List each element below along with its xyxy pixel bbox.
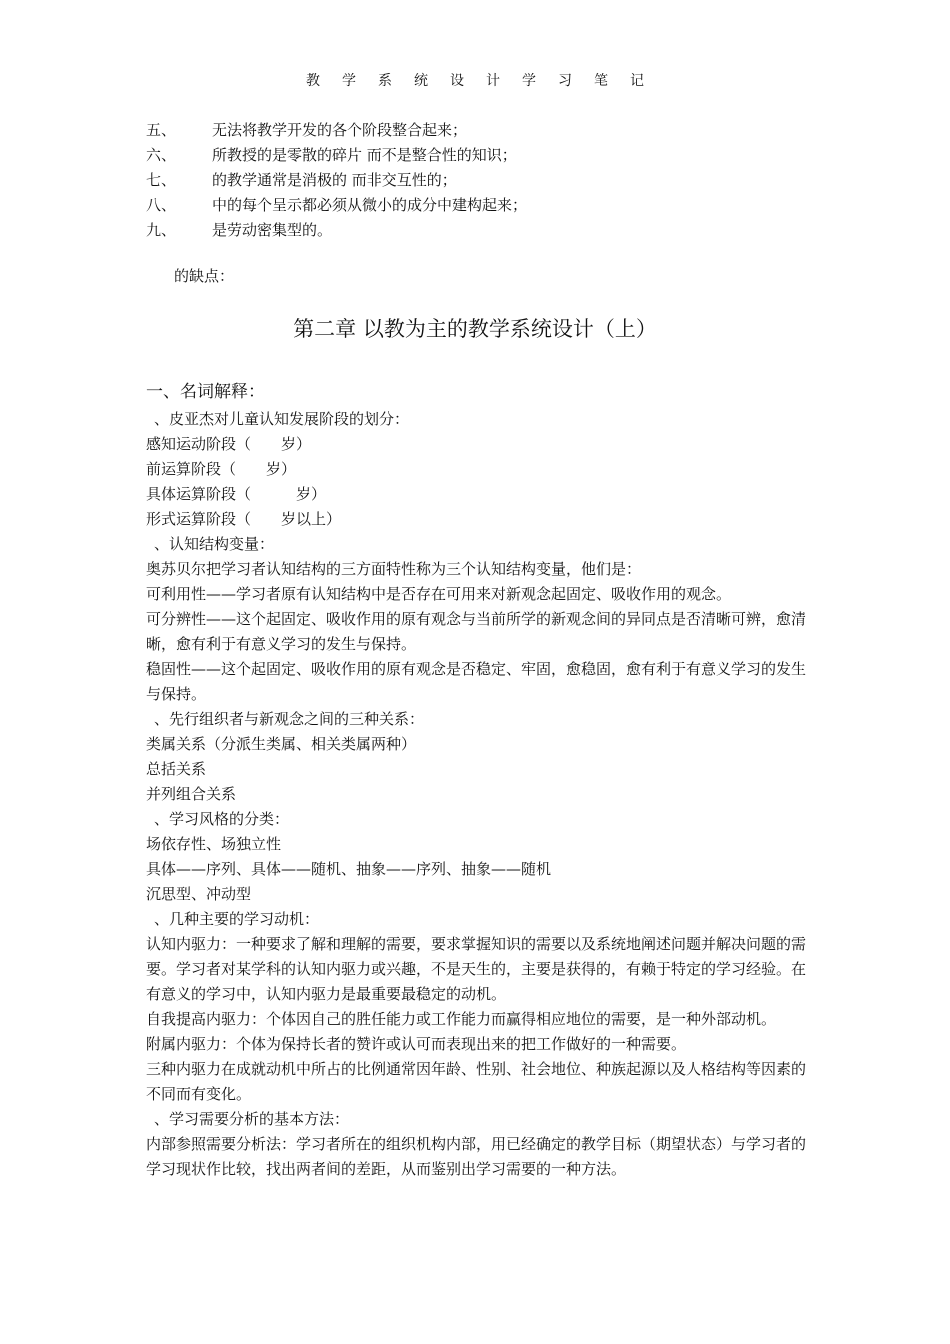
list-item [146, 118, 826, 143]
paragraph: 附属内驱力：个体为保持长者的赞许或认可而表现出来的把工作做好的一种需要。 [146, 1035, 687, 1053]
paragraph: 总括关系 [146, 760, 207, 778]
subheading: 、几种主要的学习动机： [154, 910, 320, 928]
item-number: 八、 [146, 196, 177, 214]
item-number: 九、 [146, 221, 177, 239]
subheading: 、学习风格的分类： [154, 810, 290, 828]
item-number: 五、 [146, 121, 177, 139]
subheading: 、皮亚杰对儿童认知发展阶段的划分： [154, 410, 410, 428]
paragraph: 场依存性、场独立性 [146, 835, 282, 853]
paragraph: 自我提高内驱力：个体因自己的胜任能力或工作能力而赢得相应地位的需要，是一种外部动机。 [146, 1010, 777, 1028]
subheading: 、学习需要分析的基本方法： [154, 1110, 350, 1128]
paragraph: 认知内驱力：一种要求了解和理解的需要，要求掌握知识的需要以及系统地阐述问题并解决问题的需要。学习者对某学科的认知内驱力或兴趣，不是天生的，主要是获得的，有赖于特定的学习经验。在有意义的学习中，认知内驱力是最重要最稳定的动机。 [146, 935, 807, 1003]
item-text: 的教学通常是消极的 而非交互性的； [212, 171, 457, 189]
paragraph: 沉思型、冲动型 [146, 885, 252, 903]
item-number: 六、 [146, 146, 177, 164]
paragraph: 形式运算阶段（ 岁以上） [146, 510, 342, 528]
list-item [146, 193, 826, 218]
page-header: 教学系统设计学习笔记 [306, 73, 666, 89]
defects-label: 的缺点： [174, 267, 235, 285]
list-item [146, 143, 826, 168]
paragraph: 类属关系（分派生类属、相关类属两种） [146, 735, 417, 753]
numbered-list [146, 118, 826, 243]
list-item [146, 218, 826, 243]
paragraph: 感知运动阶段（ 岁） [146, 435, 312, 453]
body-text [146, 380, 816, 1182]
paragraph: 可分辨性——这个起固定、吸收作用的原有观念与当前所学的新观念间的异同点是否清晰可辨，愈清晰，愈有利于有意义学习的发生与保持。 [146, 610, 807, 653]
item-number: 七、 [146, 171, 177, 189]
subheading: 、认知结构变量： [154, 535, 275, 553]
paragraph: 并列组合关系 [146, 785, 237, 803]
chapter-title: 第二章 以教为主的教学系统设计（上） [293, 317, 657, 341]
paragraph: 稳固性——这个起固定、吸收作用的原有观念是否稳定、牢固，愈稳固，愈有利于有意义学习的发生与保持。 [146, 660, 807, 703]
paragraph: 三种内驱力在成就动机中所占的比例通常因年龄、性别、社会地位、种族起源以及人格结构等因素的不同而有变化。 [146, 1060, 807, 1103]
item-text: 所教授的是零散的碎片 而不是整合性的知识； [212, 146, 517, 164]
section-title: 一、名词解释： [146, 382, 265, 402]
paragraph: 前运算阶段（ 岁） [146, 460, 297, 478]
paragraph: 内部参照需要分析法：学习者所在的组织机构内部，用已经确定的教学目标（期望状态）与学习者的学习现状作比较，找出两者间的差距，从而鉴别出学习需要的一种方法。 [146, 1135, 807, 1178]
paragraph: 具体——序列、具体——随机、抽象——序列、抽象——随机 [146, 860, 552, 878]
item-text: 是劳动密集型的。 [212, 221, 333, 239]
paragraph: 可利用性——学习者原有认知结构中是否存在可用来对新观念起固定、吸收作用的观念。 [146, 585, 732, 603]
item-text: 中的每个呈示都必须从微小的成分中建构起来； [212, 196, 528, 214]
item-text: 无法将教学开发的各个阶段整合起来； [212, 121, 468, 139]
list-item [146, 168, 826, 193]
paragraph: 奥苏贝尔把学习者认知结构的三方面特性称为三个认知结构变量，他们是： [146, 560, 642, 578]
paragraph: 具体运算阶段（ 岁） [146, 485, 327, 503]
subheading: 、先行组织者与新观念之间的三种关系： [154, 710, 425, 728]
